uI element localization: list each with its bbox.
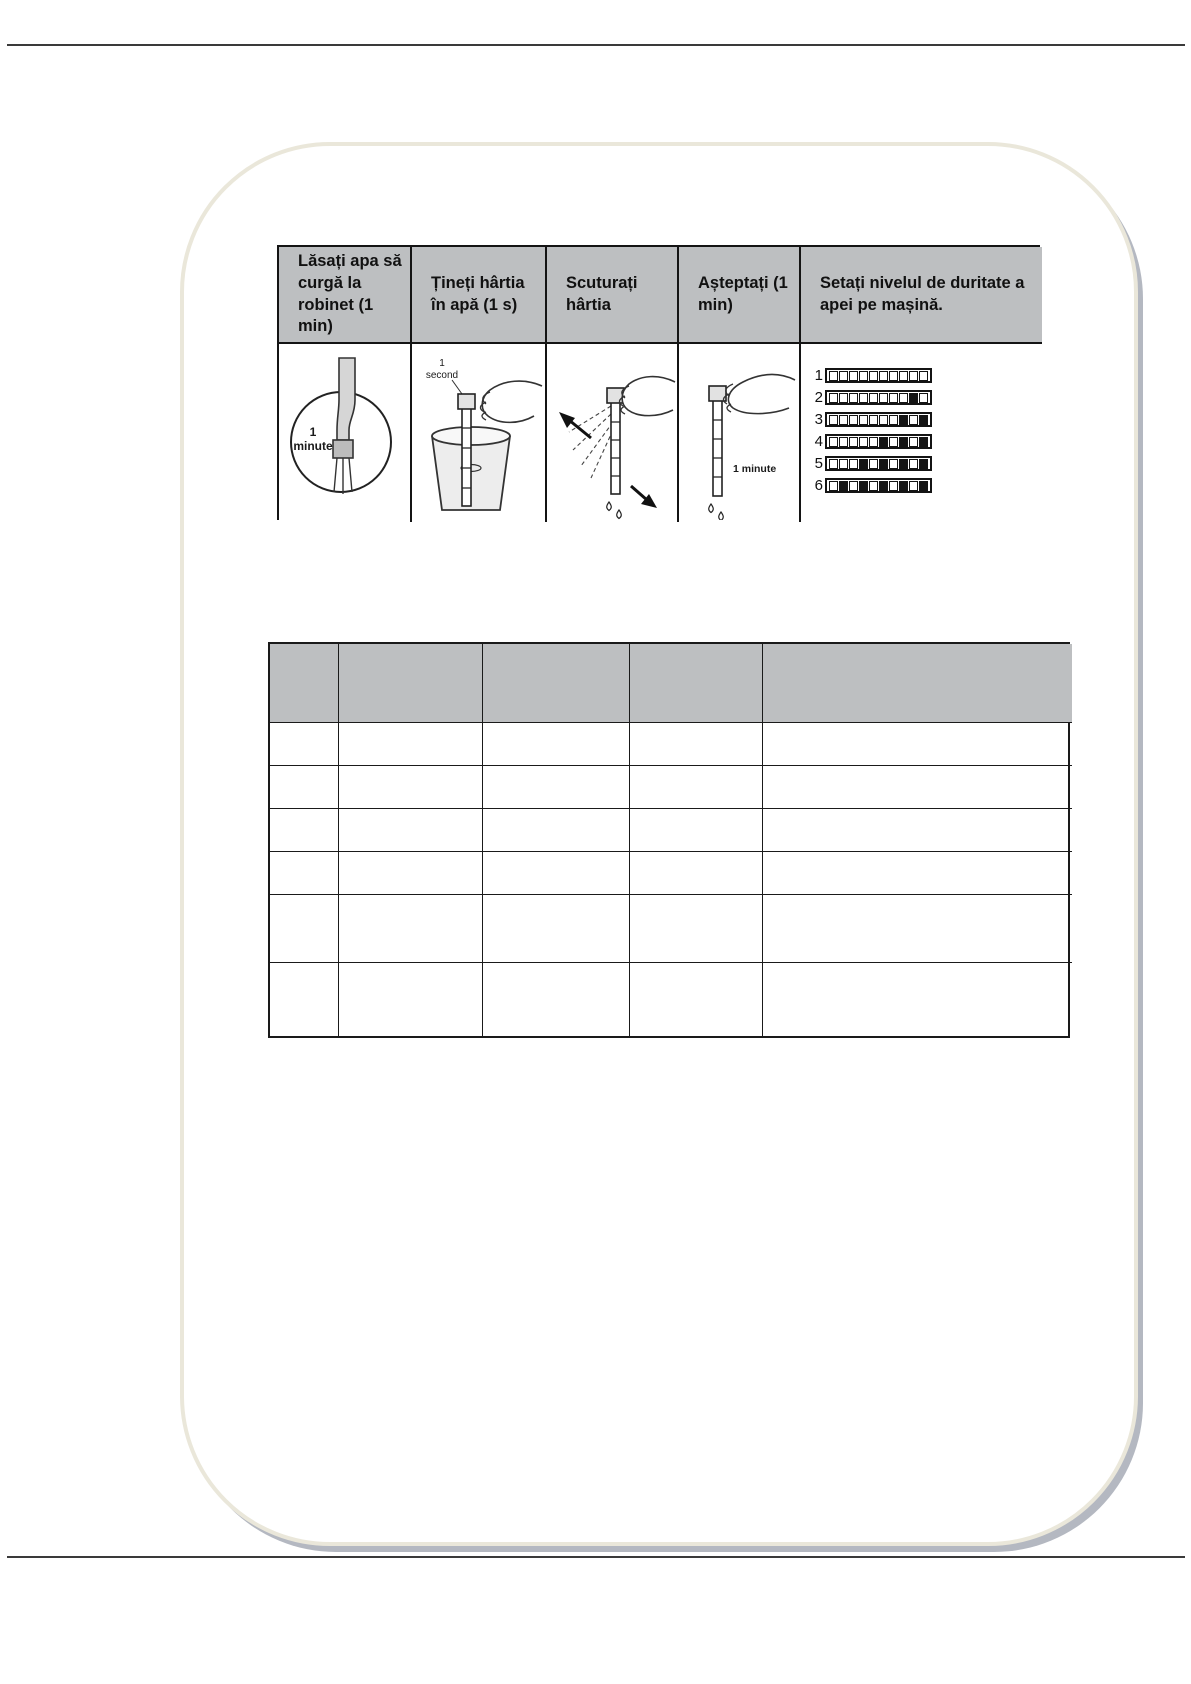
- strip-segment-dark: [859, 459, 868, 469]
- table2-cell: [482, 851, 629, 894]
- shake-illustration: [545, 342, 677, 522]
- faucet-illustration: [279, 342, 410, 522]
- hardness-level-number: 4: [814, 433, 823, 450]
- strip-segment-light: [909, 437, 918, 447]
- strip-segment-light: [909, 459, 918, 469]
- strip-segment-dark: [919, 437, 928, 447]
- table2-cell: [482, 765, 629, 808]
- strip-segment-light: [839, 459, 848, 469]
- instruction-table: [277, 245, 1040, 520]
- strip-segment-light: [839, 371, 848, 381]
- hardness-level-number: 2: [814, 389, 823, 406]
- strip-segment-dark: [899, 481, 908, 491]
- hardness-strip-row: [811, 478, 932, 493]
- strip-segment-light: [909, 415, 918, 425]
- step2-header: [410, 247, 545, 342]
- table2-cell: [482, 962, 629, 1036]
- strip-segment-dark: [879, 459, 888, 469]
- strip-segment-light: [919, 393, 928, 403]
- wait-illustration: [677, 342, 799, 522]
- faucet-unit-label: minute: [293, 439, 333, 453]
- hardness-strip-bar: [825, 390, 932, 405]
- strip-segment-light: [859, 415, 868, 425]
- table2-cell: [482, 722, 629, 765]
- strip-segment-light: [829, 481, 838, 491]
- bottom-rule: [7, 1556, 1185, 1558]
- step2-label: Țineți hârtia în apă (1 s): [431, 273, 525, 314]
- table2-header-cell: [482, 644, 629, 722]
- strip-segment-light: [869, 459, 878, 469]
- strip-segment-light: [859, 437, 868, 447]
- step5-header: [799, 247, 1042, 342]
- faucet-icon: [279, 344, 408, 520]
- hardness-level-number: 1: [814, 367, 823, 384]
- strip-segment-light: [889, 459, 898, 469]
- strip-segment-light: [889, 415, 898, 425]
- strip-segment-light: [889, 437, 898, 447]
- hardness-level-number: 6: [814, 477, 823, 494]
- hardness-strip-list: [811, 368, 932, 493]
- hardness-strip-row: [811, 412, 932, 427]
- table2-cell: [338, 808, 482, 851]
- step1-label: Lăsați apa să curgă la robinet (1 min): [298, 251, 402, 336]
- strip-segment-light: [879, 393, 888, 403]
- table2-header-cell: [270, 644, 338, 722]
- dip-icon: [412, 344, 545, 520]
- strip-segment-light: [849, 459, 858, 469]
- table2-cell: [338, 962, 482, 1036]
- dip-illustration: [410, 342, 545, 522]
- step3-label: Scuturați hârtia: [566, 273, 638, 314]
- table2-header-cell: [338, 644, 482, 722]
- step5-label: Setați nivelul de duritate a apei pe mașină.: [820, 273, 1025, 314]
- strip-segment-light: [919, 371, 928, 381]
- table2-cell: [338, 851, 482, 894]
- hardness-strip-bar: [825, 434, 932, 449]
- table2-cell: [338, 894, 482, 962]
- table2-cell: [482, 894, 629, 962]
- hardness-level-number: 5: [814, 455, 823, 472]
- strip-segment-light: [869, 437, 878, 447]
- top-rule: [7, 44, 1185, 46]
- table2-cell: [270, 765, 338, 808]
- strip-segment-light: [899, 371, 908, 381]
- table2-cell: [270, 962, 338, 1036]
- hardness-strip-row: [811, 390, 932, 405]
- table2-cell: [629, 765, 762, 808]
- strip-segment-dark: [879, 481, 888, 491]
- strip-segment-light: [869, 415, 878, 425]
- hardness-strip-row: [811, 434, 932, 449]
- strip-segment-light: [909, 371, 918, 381]
- strip-segment-light: [879, 371, 888, 381]
- strip-segment-light: [869, 393, 878, 403]
- hardness-strip-bar: [825, 412, 932, 427]
- shake-icon: [547, 344, 677, 520]
- strip-segment-dark: [919, 481, 928, 491]
- strip-segment-dark: [909, 393, 918, 403]
- strip-segment-light: [879, 415, 888, 425]
- table2-cell: [629, 722, 762, 765]
- hardness-strip-row: [811, 456, 932, 471]
- strip-segment-dark: [899, 437, 908, 447]
- hardness-level-number: 3: [814, 411, 823, 428]
- strip-segment-dark: [899, 459, 908, 469]
- hardness-strip-bar: [825, 478, 932, 493]
- strip-segment-light: [899, 393, 908, 403]
- faucet-value-label: 1: [309, 425, 317, 439]
- table2-cell: [338, 722, 482, 765]
- table2-cell: [482, 808, 629, 851]
- step1-header: [279, 247, 410, 342]
- table2-cell: [629, 808, 762, 851]
- strip-segment-light: [839, 393, 848, 403]
- hardness-strip-bar: [825, 368, 932, 383]
- table2-cell: [762, 765, 1072, 808]
- hardness-strip-bar: [825, 456, 932, 471]
- table2-cell: [762, 894, 1072, 962]
- table2-cell: [270, 894, 338, 962]
- strip-segment-light: [849, 415, 858, 425]
- strip-segment-dark: [899, 415, 908, 425]
- strip-segment-light: [859, 371, 868, 381]
- table2-cell: [629, 894, 762, 962]
- strip-segment-light: [849, 437, 858, 447]
- table2-cell: [338, 765, 482, 808]
- strip-segment-light: [869, 481, 878, 491]
- strip-segment-light: [849, 371, 858, 381]
- table2-cell: [762, 851, 1072, 894]
- table2-cell: [762, 962, 1072, 1036]
- strip-segment-light: [829, 371, 838, 381]
- table2-cell: [270, 722, 338, 765]
- strip-segment-dark: [879, 437, 888, 447]
- step3-header: [545, 247, 677, 342]
- strip-segment-light: [889, 371, 898, 381]
- wait-icon: [679, 344, 797, 520]
- dip-unit-label: second: [425, 370, 459, 381]
- table2-cell: [762, 722, 1072, 765]
- table2-cell: [629, 962, 762, 1036]
- wait-time-label: 1 minute: [733, 463, 777, 475]
- strip-segment-light: [849, 393, 858, 403]
- table2-cell: [629, 851, 762, 894]
- strip-segment-dark: [859, 481, 868, 491]
- strip-segment-dark: [839, 481, 848, 491]
- hardness-levels-illustration: [799, 342, 1042, 522]
- table2-cell: [270, 808, 338, 851]
- strip-segment-light: [839, 415, 848, 425]
- strip-segment-light: [889, 393, 898, 403]
- dip-value-label: 1: [439, 358, 445, 369]
- step4-label: Așteptați (1 min): [698, 273, 788, 314]
- strip-segment-light: [829, 437, 838, 447]
- strip-segment-light: [829, 393, 838, 403]
- strip-segment-dark: [919, 415, 928, 425]
- table2-header-cell: [762, 644, 1072, 722]
- strip-segment-light: [849, 481, 858, 491]
- strip-segment-light: [889, 481, 898, 491]
- strip-segment-light: [829, 415, 838, 425]
- table2-cell: [270, 851, 338, 894]
- table2-header-cell: [629, 644, 762, 722]
- strip-segment-light: [829, 459, 838, 469]
- strip-segment-light: [909, 481, 918, 491]
- hardness-strip-row: [811, 368, 932, 383]
- step4-header: [677, 247, 799, 342]
- strip-segment-light: [839, 437, 848, 447]
- strip-segment-light: [859, 393, 868, 403]
- table2-cell: [762, 808, 1072, 851]
- hardness-settings-table: [268, 642, 1070, 1038]
- strip-segment-dark: [919, 459, 928, 469]
- strip-segment-light: [869, 371, 878, 381]
